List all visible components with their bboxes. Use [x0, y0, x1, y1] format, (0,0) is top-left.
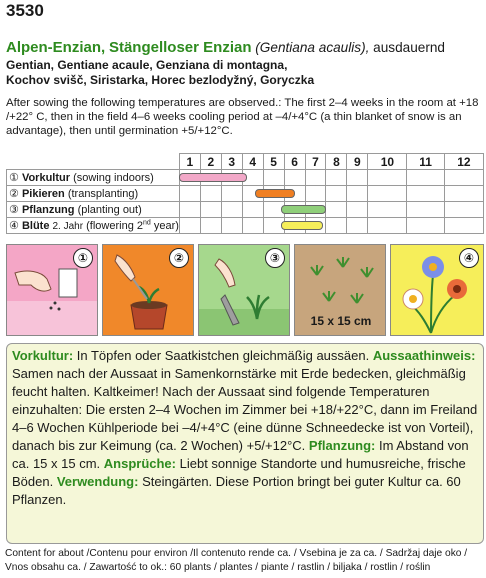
- calendar-row-flowering: [7, 218, 484, 234]
- spacing-label: 15 x 15 cm: [310, 314, 372, 328]
- calendar-row-transplanting: [7, 186, 484, 202]
- intro-text: After sowing the following temperatures are observed.: The first 2–4 weeks in the room at +18 /+22° C, then in the field 4–6 weeks cooling period at –4/+4°C (a thin blanket of snow is an advantage), then until germination +5/+12°C.: [6, 97, 479, 137]
- month-2: 2: [200, 154, 221, 170]
- text-pflanzung: Im Abstand von ca. 15 x 15 cm.: [12, 438, 469, 471]
- text-verwendung: Steingärten. Diese Portion bringt bei guter Kultur ca. 60 Pflanzen.: [12, 474, 461, 507]
- label-ansprueche: Ansprüche:: [103, 456, 176, 471]
- latin-name: (Gentiana acaulis),: [255, 40, 370, 55]
- calendar-header-row: [7, 154, 484, 170]
- lifecycle: ausdauernd: [373, 40, 445, 55]
- calendar-bar: [179, 173, 247, 182]
- month-7: 7: [305, 154, 326, 170]
- month-6: 6: [284, 154, 305, 170]
- month-5: 5: [263, 154, 284, 170]
- step-1-badge: ①: [73, 248, 93, 268]
- month-1: 1: [179, 154, 200, 170]
- calendar-corner: [7, 154, 180, 170]
- plant-subtitle: Stängelloser Enzian: [108, 39, 252, 56]
- label-verwendung: Verwendung:: [56, 474, 139, 489]
- month-3: 3: [221, 154, 242, 170]
- picture-flowering: [390, 244, 484, 336]
- text-aussaathinweis: Samen nach der Aussaat in Samenkornstärke mit Erde bedecken, gleichmäßig feucht halten. Kaltkeimer! Nach der Aussaat sind folgende Temperaturen einzuhalten: Die ersten 2–4 Wochen im Zimmer bei +18/+22°C, dann im Freiland 4–6 Wochen Kühlperiode bei –4/+4°C (eine dünne Schneedecke ist von Vorteil), danach bis zur Keimung (ca. 2 Wochen) +5/+12°C.: [12, 366, 478, 453]
- month-9: 9: [347, 154, 368, 170]
- label-pflanzung: Pflanzung:: [308, 438, 376, 453]
- step-3-badge: ③: [265, 248, 285, 268]
- calendar-bar: [281, 205, 326, 214]
- sowing-calendar: [6, 153, 484, 234]
- common-names-line: Kochov svišč, Siristarka, Horec bezlodyžný, Goryczka: [6, 73, 315, 87]
- picture-planting: [198, 244, 290, 336]
- calendar-bar: [281, 221, 324, 230]
- instruction-pictures: [6, 244, 484, 336]
- picture-spacing: [294, 244, 386, 336]
- common-names-line: Gentian, Gentiane acaule, Genziana di montagna,: [6, 58, 288, 72]
- step-2-badge: ②: [169, 248, 189, 268]
- month-10: 10: [368, 154, 407, 170]
- row-label: ① Vorkultur (sowing indoors): [7, 170, 180, 186]
- label-vorkultur: Vorkultur:: [12, 348, 74, 363]
- month-12: 12: [444, 154, 483, 170]
- footer-line: Vnos obsahu ca. / Zawartość to ok.: 60 plants / plantes / piante / rastlin / biljaka / rostlin / roślin: [5, 562, 431, 573]
- picture-transplanting: [102, 244, 194, 336]
- text-ansprueche: Liebt sonnige Standorte und humusreiche, frische Böden.: [12, 456, 466, 489]
- calendar-bar: [255, 189, 295, 198]
- text-vorkultur: In Töpfen oder Saatkistchen gleichmäßig aussäen.: [73, 348, 373, 363]
- label-aussaathinweis: Aussaathinweis:: [372, 348, 476, 363]
- row-label: ③ Pflanzung (planting out): [7, 202, 180, 218]
- calendar-row-planting: [7, 202, 484, 218]
- picture-sowing: [6, 244, 98, 336]
- product-code: 3530: [6, 1, 44, 20]
- month-11: 11: [407, 154, 444, 170]
- common-names: [6, 58, 484, 88]
- product-title: [6, 39, 484, 56]
- content-footer: [5, 547, 485, 575]
- step-4-badge: ④: [459, 248, 479, 268]
- row-label: ④ Blüte 2. Jahr (flowering 2nd year): [7, 218, 180, 234]
- row-label: ② Pikieren (transplanting): [7, 186, 180, 202]
- footer-line: Content for about /Contenu pour environ /Il contenuto rende ca. / Vsebina je za ca. / Sadržaj daje oko /: [5, 548, 468, 559]
- plant-name: Alpen-Enzian,: [6, 39, 106, 56]
- month-8: 8: [326, 154, 347, 170]
- month-4: 4: [242, 154, 263, 170]
- growing-instructions: [6, 343, 484, 544]
